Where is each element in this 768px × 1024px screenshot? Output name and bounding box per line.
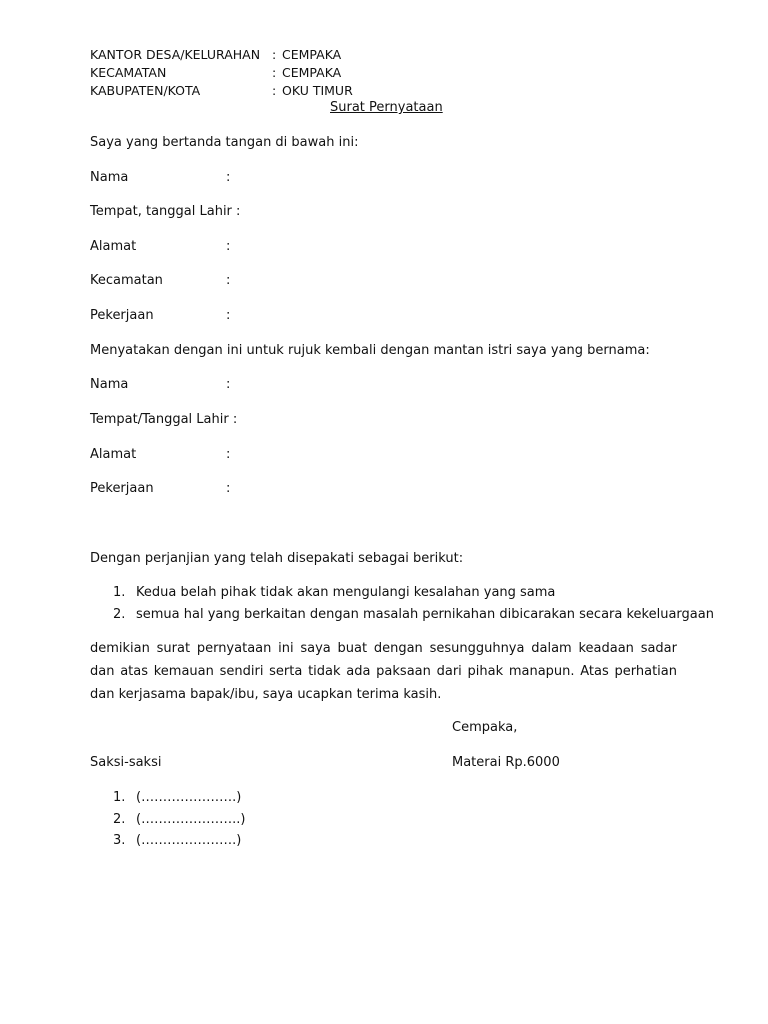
header-row-kantor	[90, 47, 390, 65]
header-colon: :	[272, 83, 277, 98]
field-colon: :	[226, 239, 231, 254]
agreement-intro: Dengan perjanjian yang telah disepakati sebagai berikut:	[90, 551, 464, 566]
header-value: CEMPAKA	[282, 65, 342, 80]
list-number: 1.	[113, 585, 126, 600]
field-colon: :	[226, 377, 231, 392]
field-colon: :	[226, 308, 231, 323]
field-label: Pekerjaan	[90, 481, 154, 496]
list-text: semua hal yang berkaitan dengan masalah pernikahan dibicarakan secara kekeluargaan	[136, 607, 714, 622]
header-row-kecamatan	[90, 65, 390, 83]
document-title: Surat Pernyataan	[330, 100, 443, 115]
header-value: OKU TIMUR	[282, 83, 353, 98]
header-row-kabupaten	[90, 83, 390, 101]
field-label: Kecamatan	[90, 273, 163, 288]
signature-place: Cempaka,	[452, 720, 518, 735]
field-label: Pekerjaan	[90, 308, 154, 323]
field-colon: :	[226, 447, 231, 462]
header-label: KECAMATAN	[90, 65, 167, 80]
header-colon: :	[272, 47, 277, 62]
stamp-label: Materai Rp.6000	[452, 755, 560, 770]
witness-signature-line: (…………………..)	[136, 812, 246, 827]
header-colon: :	[272, 65, 277, 80]
list-number: 1.	[113, 790, 126, 805]
field-label: Alamat	[90, 239, 137, 254]
field-label: Alamat	[90, 447, 137, 462]
witness-signature-line: (………………….)	[136, 833, 242, 848]
witnesses-label: Saksi-saksi	[90, 755, 162, 770]
field-label: Nama	[90, 377, 129, 392]
closing-paragraph: demikian surat pernyataan ini saya buat dengan sesungguhnya dalam keadaan sadar dan atas kemauan sendiri serta tidak ada paksaan dari pihak manapun. Atas perhatian dan kerjasama bapak/ibu, saya ucapkan terima kasih.	[90, 641, 677, 702]
intro-text: Saya yang bertanda tangan di bawah ini:	[90, 135, 359, 150]
header-label: KABUPATEN/KOTA	[90, 83, 201, 98]
field-colon: :	[226, 273, 231, 288]
list-number: 2.	[113, 812, 126, 827]
list-text: Kedua belah pihak tidak akan mengulangi kesalahan yang sama	[136, 585, 556, 600]
list-number: 3.	[113, 833, 126, 848]
field-colon: :	[226, 481, 231, 496]
header-label: KANTOR DESA/KELURAHAN	[90, 47, 261, 62]
witness-signature-line: (………………….)	[136, 790, 242, 805]
header-value: CEMPAKA	[282, 47, 342, 62]
list-number: 2.	[113, 607, 126, 622]
field-label: Nama	[90, 170, 129, 185]
statement-text: Menyatakan dengan ini untuk rujuk kembali dengan mantan istri saya yang bernama:	[90, 343, 650, 358]
field-label: Tempat, tanggal Lahir :	[90, 204, 241, 219]
field-colon: :	[226, 170, 231, 185]
field-label: Tempat/Tanggal Lahir :	[90, 412, 238, 427]
